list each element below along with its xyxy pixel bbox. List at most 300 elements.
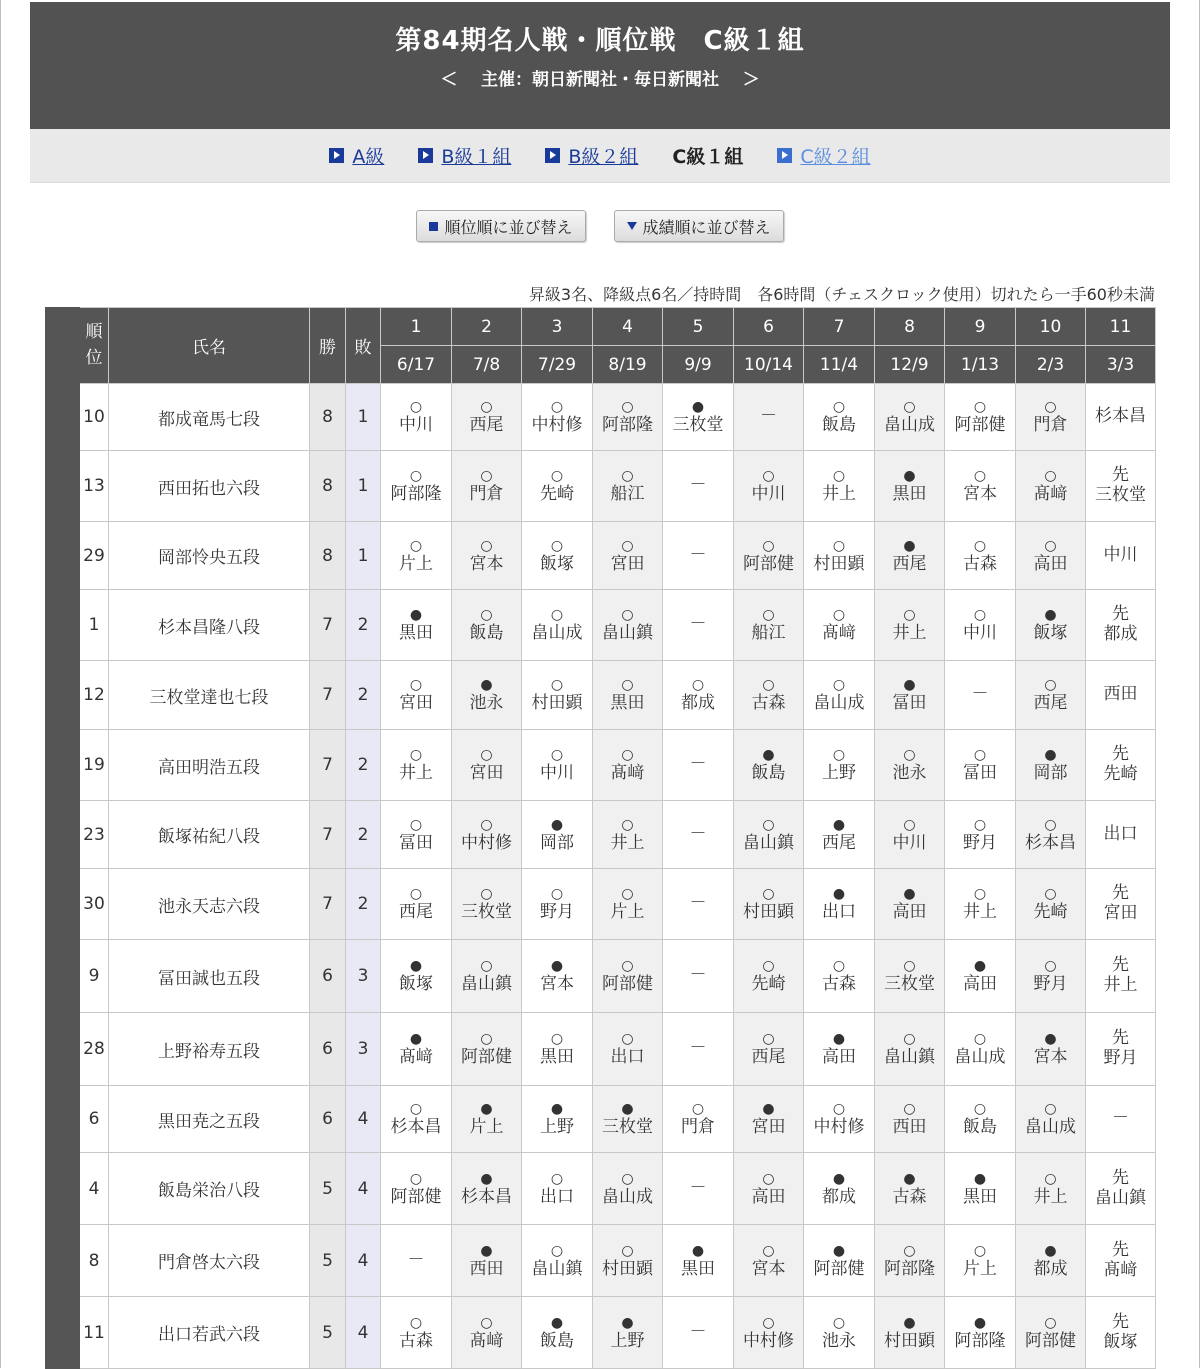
- row-gutter: [46, 940, 80, 1013]
- result-content: [663, 755, 733, 775]
- result-cell: [381, 451, 452, 522]
- opponent-name: 西田: [469, 1258, 504, 1279]
- round-date: 10/14: [734, 346, 804, 384]
- result-content: [663, 1179, 733, 1199]
- result-cell: [522, 384, 593, 451]
- result-content: [522, 957, 592, 995]
- result-cell: [522, 451, 593, 522]
- result-cell: [381, 940, 452, 1013]
- result-cell: [734, 1086, 804, 1153]
- opponent-name: －: [760, 406, 777, 427]
- win-mark: ○: [762, 958, 775, 975]
- opponent-name: 阿部健: [743, 553, 794, 574]
- result-content: [1016, 606, 1085, 644]
- result-cell: [593, 590, 663, 661]
- opponent-name: 飯島: [469, 623, 504, 644]
- opponent-name: 井上: [1103, 975, 1138, 995]
- opponent-name: 阿部健: [1025, 1330, 1076, 1351]
- result-cell: [945, 451, 1016, 522]
- rank-cell: 8: [80, 1225, 109, 1297]
- win-mark: ○: [1044, 1314, 1057, 1331]
- loss-mark: ●: [762, 1101, 775, 1118]
- opponent-name: 飯塚: [1033, 623, 1068, 644]
- opponent-name: 宮本: [540, 974, 574, 995]
- opponent-name: 阿部健: [390, 1186, 442, 1207]
- win-mark: ○: [973, 747, 987, 764]
- result-content: [593, 1314, 662, 1352]
- result-cell: [734, 590, 804, 661]
- win-mark: ○: [1044, 1101, 1057, 1118]
- opponent-name: 船江: [751, 623, 786, 644]
- result-content: [734, 676, 803, 714]
- loss-mark: ●: [550, 1101, 564, 1118]
- result-cell: [381, 661, 452, 730]
- opponent-name: 出口: [1103, 823, 1138, 844]
- player-row: [46, 1153, 1156, 1225]
- loss-mark: ●: [832, 886, 846, 903]
- arrow-square-icon: [545, 148, 560, 163]
- wins-cell: 5: [310, 1225, 346, 1297]
- win-mark: ○: [762, 886, 775, 903]
- player-name: 都成竜馬七段: [109, 384, 310, 451]
- result-content: [734, 467, 803, 505]
- result-cell: [804, 940, 875, 1013]
- round-num: 11: [1086, 308, 1156, 346]
- result-content: [875, 467, 944, 505]
- result-content: [452, 746, 521, 784]
- result-cell: [593, 1297, 663, 1369]
- player-name: 門倉啓太六段: [109, 1225, 310, 1297]
- result-cell: [452, 801, 522, 869]
- result-cell: [1016, 730, 1086, 801]
- row-gutter: [46, 451, 80, 522]
- opponent-name: 畠山鎮: [602, 623, 653, 644]
- player-name: 飯島栄治八段: [109, 1153, 310, 1225]
- result-content: [452, 398, 521, 436]
- opponent-name: 中川: [963, 623, 997, 644]
- nav-link-b1[interactable]: B級１組: [441, 146, 512, 168]
- row-gutter: [46, 801, 80, 869]
- round-date: 7/8: [452, 346, 522, 384]
- loss-mark: ●: [762, 747, 775, 764]
- sort-by-rank-button[interactable]: [416, 210, 585, 242]
- result-content: [1086, 956, 1155, 995]
- result-cell: [452, 869, 522, 940]
- win-mark: ○: [409, 399, 423, 416]
- result-content: [945, 746, 1015, 784]
- opponent-name: 三枚堂: [461, 902, 512, 923]
- result-content: [875, 1100, 944, 1138]
- result-content: [804, 746, 874, 784]
- opponent-name: 西尾: [399, 902, 433, 923]
- result-content: [452, 1100, 521, 1138]
- wins-cell: 8: [310, 384, 346, 451]
- sente-mark: 先: [1112, 604, 1129, 625]
- result-cell: [522, 730, 593, 801]
- result-content: [734, 746, 803, 784]
- result-content: [875, 676, 944, 714]
- result-content: [381, 1251, 451, 1271]
- losses-cell: 2: [346, 801, 381, 869]
- result-cell: [875, 522, 945, 590]
- result-content: [804, 467, 874, 505]
- result-content: [945, 1100, 1015, 1138]
- win-mark: ○: [621, 1242, 634, 1259]
- result-content: [522, 816, 592, 854]
- opponent-name: 都成: [681, 693, 715, 714]
- arrow-square-icon: [777, 148, 792, 163]
- result-cell: [1016, 869, 1086, 940]
- round-date: 8/19: [593, 346, 663, 384]
- opponent-name: 都成: [822, 1186, 856, 1207]
- result-cell: [945, 1013, 1016, 1086]
- result-cell: [452, 384, 522, 451]
- win-mark: ○: [550, 399, 564, 416]
- win-mark: ○: [762, 816, 775, 833]
- opponent-name: －: [971, 684, 989, 705]
- result-content: [734, 885, 803, 923]
- result-cell: [875, 869, 945, 940]
- win-mark: ○: [903, 1242, 916, 1259]
- opponent-name: 冨田: [399, 832, 433, 853]
- nav-link-a[interactable]: A級: [352, 146, 385, 168]
- result-content: [522, 1314, 592, 1352]
- opponent-name: 中村修: [461, 832, 512, 853]
- result-cell: [734, 661, 804, 730]
- result-cell: [804, 869, 875, 940]
- opponent-name: 畠山鎮: [461, 974, 512, 995]
- result-content: [1086, 745, 1155, 784]
- opponent-name: 畠山鎮: [743, 832, 794, 853]
- result-cell: [945, 1153, 1016, 1225]
- result-content: [734, 1100, 803, 1138]
- win-mark: ○: [550, 886, 564, 903]
- result-content: [804, 1030, 874, 1068]
- result-content: [1016, 1100, 1085, 1138]
- result-content: [593, 885, 662, 923]
- win-mark: ○: [480, 1031, 493, 1048]
- opponent-name: 飯島: [540, 1330, 574, 1351]
- round-num: 6: [734, 308, 804, 346]
- result-content: [945, 537, 1015, 575]
- win-mark: ○: [621, 1031, 634, 1048]
- result-cell: [1016, 940, 1086, 1013]
- win-mark: ○: [409, 537, 423, 554]
- result-cell: [875, 1297, 945, 1369]
- opponent-name: 片上: [963, 1258, 997, 1279]
- loss-mark: ●: [409, 607, 423, 624]
- result-content: [381, 1100, 451, 1138]
- result-cell: [945, 384, 1016, 451]
- result-content: [593, 746, 662, 784]
- result-cell: [1016, 1013, 1086, 1086]
- opponent-name: 西尾: [822, 832, 856, 853]
- opponent-name: 黒田: [892, 484, 927, 505]
- result-content: [1016, 398, 1085, 436]
- result-content: [875, 1030, 944, 1068]
- opponent-name: 村田顕: [813, 553, 865, 574]
- loss-mark: ●: [409, 1031, 423, 1048]
- result-content: [381, 957, 451, 995]
- result-content: [1086, 884, 1155, 923]
- prev-arrow[interactable]: ＜: [440, 70, 458, 90]
- opponent-name: 髙﨑: [399, 1047, 433, 1068]
- player-row: [46, 730, 1156, 801]
- result-content: [875, 816, 944, 854]
- result-content: [875, 1242, 944, 1280]
- opponent-name: 髙﨑: [1033, 484, 1068, 505]
- result-content: [734, 816, 803, 854]
- result-content: [734, 606, 803, 644]
- result-content: [593, 676, 662, 714]
- win-mark: ○: [409, 1314, 423, 1331]
- win-mark: ○: [409, 1101, 423, 1118]
- rank-cell: 12: [80, 661, 109, 730]
- win-mark: ○: [621, 677, 634, 694]
- win-mark: ○: [832, 399, 846, 416]
- result-cell: [663, 940, 734, 1013]
- nav-link-b2[interactable]: B級２組: [568, 146, 639, 168]
- result-content: [381, 398, 451, 436]
- result-content: [522, 537, 592, 575]
- win-mark: ○: [550, 1170, 564, 1187]
- win-mark: ○: [903, 747, 916, 764]
- round-date: 9/9: [663, 346, 734, 384]
- result-cell: [593, 522, 663, 590]
- result-content: [804, 1242, 874, 1280]
- opponent-name: 中川: [1103, 544, 1138, 565]
- result-content: [875, 957, 944, 995]
- loss-mark: ●: [1044, 607, 1057, 624]
- opponent-name: 髙﨑: [1103, 1259, 1138, 1280]
- opponent-name: 西尾: [469, 415, 504, 436]
- result-cell: [1016, 522, 1086, 590]
- result-cell: [734, 1013, 804, 1086]
- opponent-name: 阿部健: [954, 415, 1006, 436]
- opponent-name: 片上: [610, 902, 645, 923]
- result-content: [1016, 1170, 1085, 1208]
- result-content: [381, 467, 451, 505]
- result-content: [734, 1030, 803, 1068]
- result-content: [663, 894, 733, 914]
- result-cell: [522, 869, 593, 940]
- result-content: [1086, 825, 1155, 845]
- opponent-name: 畠山鎮: [884, 1047, 935, 1068]
- result-content: [945, 467, 1015, 505]
- result-content: [1086, 685, 1155, 705]
- result-cell: [593, 1225, 663, 1297]
- result-cell: [593, 801, 663, 869]
- opponent-name: 井上: [399, 763, 433, 784]
- result-content: [1086, 407, 1155, 427]
- opponent-name: 杉本昌: [1025, 832, 1076, 853]
- loss-mark: ●: [550, 958, 564, 975]
- result-cell: [734, 1153, 804, 1225]
- result-cell: [1086, 522, 1156, 590]
- result-content: [945, 1170, 1015, 1208]
- opponent-name: 井上: [610, 832, 645, 853]
- losses-cell: 4: [346, 1086, 381, 1153]
- result-content: [1086, 605, 1155, 644]
- result-cell: [381, 1225, 452, 1297]
- rank-cell: 4: [80, 1153, 109, 1225]
- loss-mark: ●: [903, 1170, 916, 1187]
- opponent-name: 古森: [963, 553, 997, 574]
- wins-cell: 7: [310, 590, 346, 661]
- loss-mark: ●: [903, 886, 916, 903]
- win-mark: ○: [762, 1170, 775, 1187]
- win-mark: ○: [903, 607, 916, 624]
- win-mark: ○: [1044, 1170, 1057, 1187]
- result-cell: [1016, 1225, 1086, 1297]
- result-cell: [734, 801, 804, 869]
- result-cell: [452, 1225, 522, 1297]
- rank-cell: 13: [80, 451, 109, 522]
- sort-by-score-button[interactable]: [614, 210, 784, 242]
- page-title: 第84期名人戦・順位戦 C級１組: [395, 26, 805, 56]
- player-row: [46, 1297, 1156, 1369]
- win-mark: ○: [832, 1101, 846, 1118]
- result-cell: [1016, 661, 1086, 730]
- nav-item-a[interactable]: [329, 142, 384, 169]
- loss-mark: ●: [832, 1031, 846, 1048]
- result-cell: [1086, 1297, 1156, 1369]
- opponent-name: 中川: [399, 415, 433, 436]
- loss-mark: ●: [409, 958, 423, 975]
- square-icon: [429, 222, 438, 231]
- result-content: [1086, 1241, 1155, 1280]
- result-cell: [1086, 1225, 1156, 1297]
- result-cell: [1086, 801, 1156, 869]
- win-mark: ○: [1044, 468, 1057, 485]
- result-content: [593, 1170, 662, 1208]
- win-mark: ○: [762, 1314, 775, 1331]
- losses-cell: 2: [346, 590, 381, 661]
- loss-mark: ●: [550, 1314, 564, 1331]
- win-mark: ○: [903, 816, 916, 833]
- result-cell: [593, 1013, 663, 1086]
- round-date: 1/13: [945, 346, 1016, 384]
- nav-item-b2[interactable]: [545, 142, 638, 169]
- result-content: [945, 957, 1015, 995]
- nav-item-c2[interactable]: [777, 142, 870, 169]
- result-cell: [452, 661, 522, 730]
- rank-cell: 6: [80, 1086, 109, 1153]
- opponent-name: 村田顕: [531, 693, 583, 714]
- result-cell: [1016, 1297, 1086, 1369]
- win-mark: ○: [409, 747, 423, 764]
- rank-cell: 9: [80, 940, 109, 1013]
- result-content: [381, 1170, 451, 1208]
- opponent-name: 黒田: [399, 623, 433, 644]
- result-cell: [663, 1153, 734, 1225]
- win-mark: ○: [480, 747, 493, 764]
- result-cell: [1086, 590, 1156, 661]
- win-mark: ○: [691, 1101, 705, 1118]
- opponent-name: 畠山成: [954, 1047, 1006, 1068]
- result-cell: [1086, 1013, 1156, 1086]
- result-content: [522, 398, 592, 436]
- result-cell: [452, 730, 522, 801]
- win-mark: ○: [550, 1242, 564, 1259]
- opponent-name: 井上: [963, 902, 997, 923]
- next-arrow[interactable]: ＞: [742, 70, 760, 90]
- sente-mark: 先: [1112, 1239, 1129, 1260]
- result-content: [663, 676, 733, 714]
- result-content: [663, 1039, 733, 1059]
- player-name: 三枚堂達也七段: [109, 661, 310, 730]
- result-cell: [593, 869, 663, 940]
- wins-cell: 5: [310, 1297, 346, 1369]
- player-row: [46, 940, 1156, 1013]
- result-cell: [663, 590, 734, 661]
- win-mark: ○: [480, 537, 493, 554]
- nav-item-b1[interactable]: [418, 142, 511, 169]
- win-mark: ○: [621, 747, 634, 764]
- header-wins: 勝: [310, 308, 346, 384]
- opponent-name: 宮田: [610, 553, 645, 574]
- triangle-down-icon: [627, 222, 637, 230]
- result-cell: [593, 661, 663, 730]
- result-cell: [1016, 590, 1086, 661]
- result-content: [1016, 537, 1085, 575]
- player-row: [46, 801, 1156, 869]
- opponent-name: 高田: [963, 974, 997, 995]
- opponent-name: －: [689, 965, 707, 986]
- result-content: [875, 606, 944, 644]
- result-cell: [804, 1297, 875, 1369]
- result-cell: [381, 730, 452, 801]
- result-cell: [734, 1297, 804, 1369]
- opponent-name: 阿部健: [813, 1258, 865, 1279]
- result-content: [452, 1030, 521, 1068]
- opponent-name: 西尾: [892, 553, 927, 574]
- opponent-name: 阿部隆: [954, 1330, 1006, 1351]
- opponent-name: 西尾: [1033, 693, 1068, 714]
- win-mark: ○: [973, 886, 987, 903]
- result-cell: [381, 1153, 452, 1225]
- round-num: 9: [945, 308, 1016, 346]
- result-content: [452, 816, 521, 854]
- result-cell: [522, 1225, 593, 1297]
- opponent-name: 飯島: [751, 763, 786, 784]
- result-content: [945, 606, 1015, 644]
- nav-link-c2[interactable]: C級２組: [800, 146, 871, 168]
- opponent-name: 黒田: [963, 1186, 997, 1207]
- result-content: [1016, 885, 1085, 923]
- win-mark: ○: [409, 677, 423, 694]
- result-content: [452, 1242, 521, 1280]
- arrow-square-icon: [418, 148, 433, 163]
- opponent-name: 出口: [610, 1047, 645, 1068]
- player-name: 杉本昌隆八段: [109, 590, 310, 661]
- opponent-name: 岡部: [540, 832, 574, 853]
- player-row: [46, 869, 1156, 940]
- result-cell: [381, 1297, 452, 1369]
- opponent-name: 古森: [399, 1330, 433, 1351]
- opponent-name: －: [689, 823, 707, 844]
- opponent-name: 門倉: [681, 1117, 715, 1138]
- result-cell: [1086, 451, 1156, 522]
- opponent-name: 出口: [540, 1186, 574, 1207]
- result-cell: [945, 590, 1016, 661]
- sente-mark: 先: [1112, 1311, 1129, 1332]
- result-cell: [522, 1153, 593, 1225]
- loss-mark: ●: [903, 468, 916, 485]
- opponent-name: 畠山成: [813, 693, 865, 714]
- result-cell: [522, 661, 593, 730]
- win-mark: ○: [1044, 816, 1057, 833]
